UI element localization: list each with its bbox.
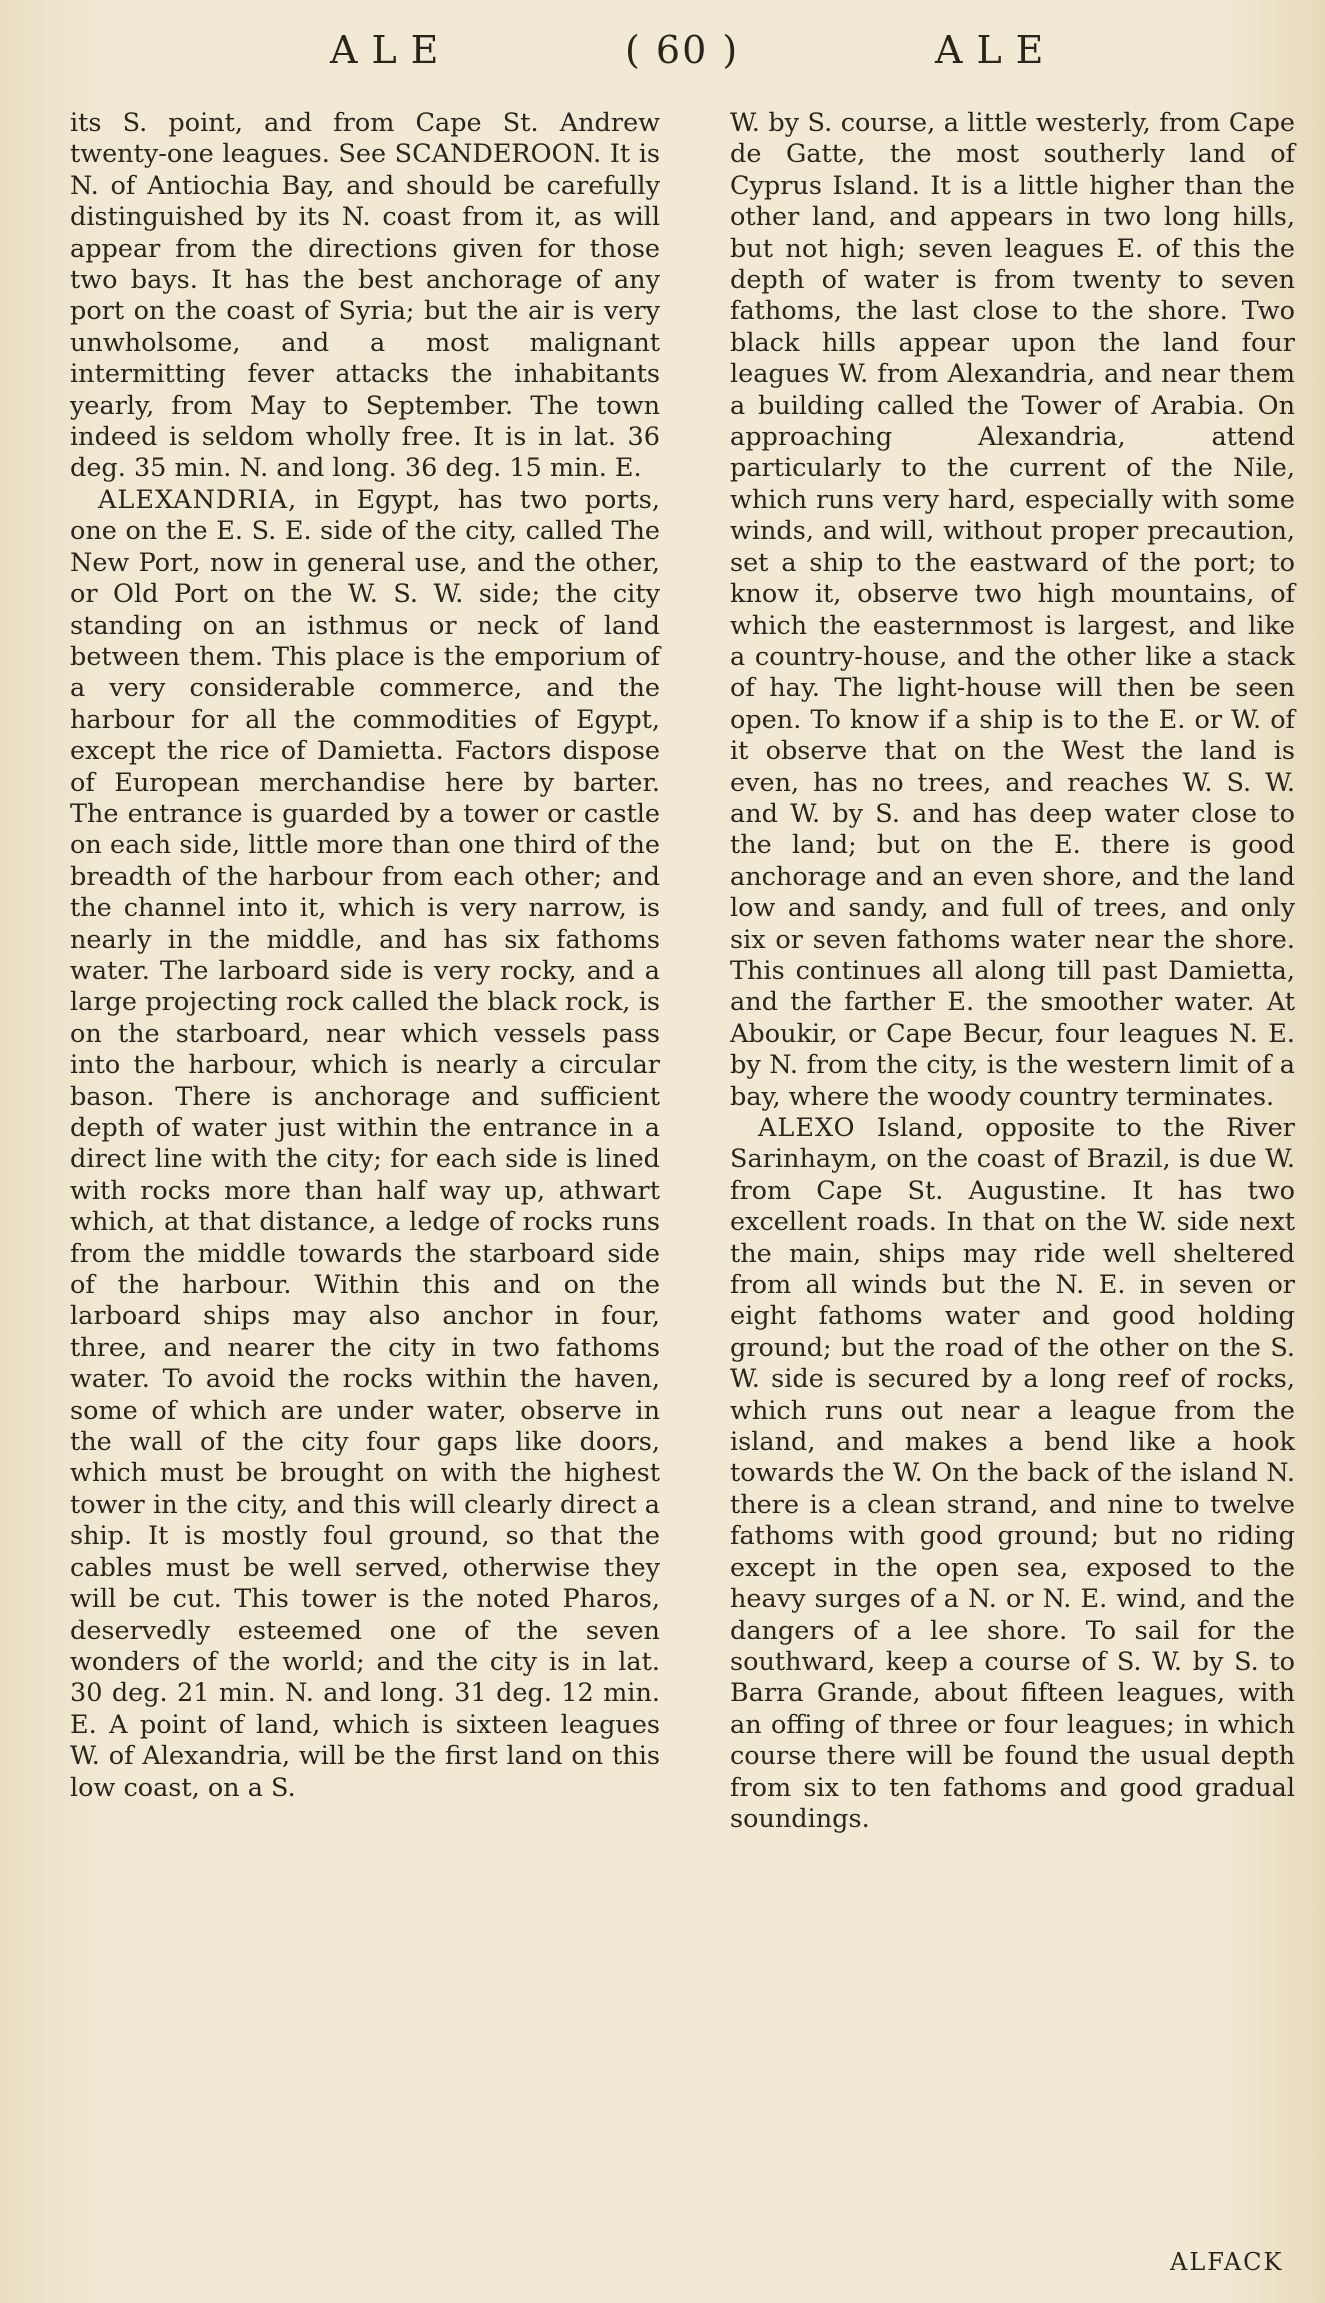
entry-text-alexandria: in Egypt, has two ports, one on the E. S. E. side of the city, called The New Port, now in general use, and the other, or Old Port on the W. S. W. side; the city standing on an isthmus or neck of land between them. This place is the emporium of a very considerable commerce, and the harbour for all the commodities of Egypt, except the rice of Damietta. Factors dispose of European merchandise here by barter. The entrance is guarded by a tower or castle on each side, little more than one third of the breadth of the harbour from each other; and the channel into it, which is very narrow, is nearly in the middle, and has six fathoms water. The larboard side is very rocky, and a large projecting rock called the black rock, is on the starboard, near which vessels pass into the harbour, which is nearly a circular bason. There is anchorage and sufficient depth of water just within the entrance in a direct line with the city; for each side is lined with rocks more than half way up, athwart which, at that distance, a ledge of rocks runs from the middle towards the starboard side of the harbour. Within this and on the larboard ships may also anchor in four, three, and nearer the city in two fathoms water. To avoid the rocks within the haven, some of which are under water, observe in the wall of the city four gaps like doors, which must be brought on with the highest tower in the city, and this will clearly direct a ship. It is mostly foul ground, so that the cables must be well served, otherwise they will be cut. This tower is the noted Pharos, deservedly esteemed one of the seven wonders of the world; and the city is in lat. 30 deg. 21 min. N. and long. 31 deg. 12 min. E. A point of land, which is sixteen leagues W. of Alexandria, will be the first land on this low coast, on a S.	[70, 484, 660, 1803]
page-number: ( 60 )	[625, 28, 740, 72]
left-column	[70, 108, 660, 1804]
paragraph-antioch-continued: its S. point, and from Cape St. Andrew twenty-one leagues. See SCANDEROON. It is N. of Antiochia Bay, and should be carefully distinguished by its N. coast from it, as will appear from the directions given for those two bays. It has the best anchorage of any port on the coast of Syria; but the air is very unwholsome, and a most malignant intermitting fever attacks the inhabitants yearly, from May to September. The town indeed is seldom wholly free. It is in lat. 36 deg. 35 min. N. and long. 36 deg. 15 min. E.	[70, 108, 660, 484]
paragraph-alexandria	[70, 485, 660, 1804]
header-right-word: ALE	[935, 28, 1058, 72]
right-column	[730, 108, 1295, 1835]
running-header	[0, 28, 1325, 88]
entry-head-alexo: ALEXO	[758, 1113, 856, 1143]
paragraph-alexandria-continued: W. by S. course, a little westerly, from Cape de Gatte, the most southerly land of Cyprus Island. It is a little higher than the other land, and appears in two long hills, but not high; seven leagues E. of this the depth of water is from twenty to seven fathoms, the last close to the shore. Two black hills appear upon the land four leagues W. from Alexandria, and near them a building called the Tower of Arabia. On approaching Alexandria, attend particularly to the current of the Nile, which runs very hard, especially with some winds, and will, without proper precaution, set a ship to the eastward of the port; to know it, observe two high mountains, of which the easternmost is largest, and like a country-house, and the other like a stack of hay. The light-house will then be seen open. To know if a ship is to the E. or W. of it observe that on the West the land is even, has no trees, and reaches W. S. W. and W. by S. and has deep water close to the land; but on the E. there is good anchorage and an even shore, and the land low and sandy, and full of trees, and only six or seven fathoms water near the shore. This continues all along till past Damietta, and the farther E. the smoother water. At Aboukir, or Cape Becur, four leagues N. E. by N. from the city, is the western limit of a bay, where the woody country terminates.	[730, 108, 1295, 1112]
header-left-word: ALE	[330, 28, 453, 72]
entry-head-alexandria: ALEXANDRIA,	[98, 484, 298, 515]
entry-text-alexo: Island, opposite to the River Sarinhaym, on the coast of Brazil, is due W. from Cape St. Augustine. It has two excellent roads. In that on the W. side next the main, ships may ride well sheltered from all winds but the N. E. in seven or eight fathoms water and good holding ground; but the road of the other on the S. W. side is secured by a long reef of rocks, which runs out near a league from the island, and makes a bend like a hook towards the W. On the back of the island N. there is a clean strand, and nine to twelve fathoms with good ground; but no riding except in the open sea, exposed to the heavy surges of a N. or N. E. wind, and the dangers of a lee shore. To sail for the southward, keep a course of S. W. by S. to Barra Grande, about fifteen leagues, with an offing of three or four leagues; in which course there will be found the usual depth from six to ten fathoms and good gradual soundings.	[730, 1113, 1295, 1834]
paragraph-alexo	[730, 1113, 1295, 1835]
catchword: ALFACK	[1170, 2248, 1284, 2276]
